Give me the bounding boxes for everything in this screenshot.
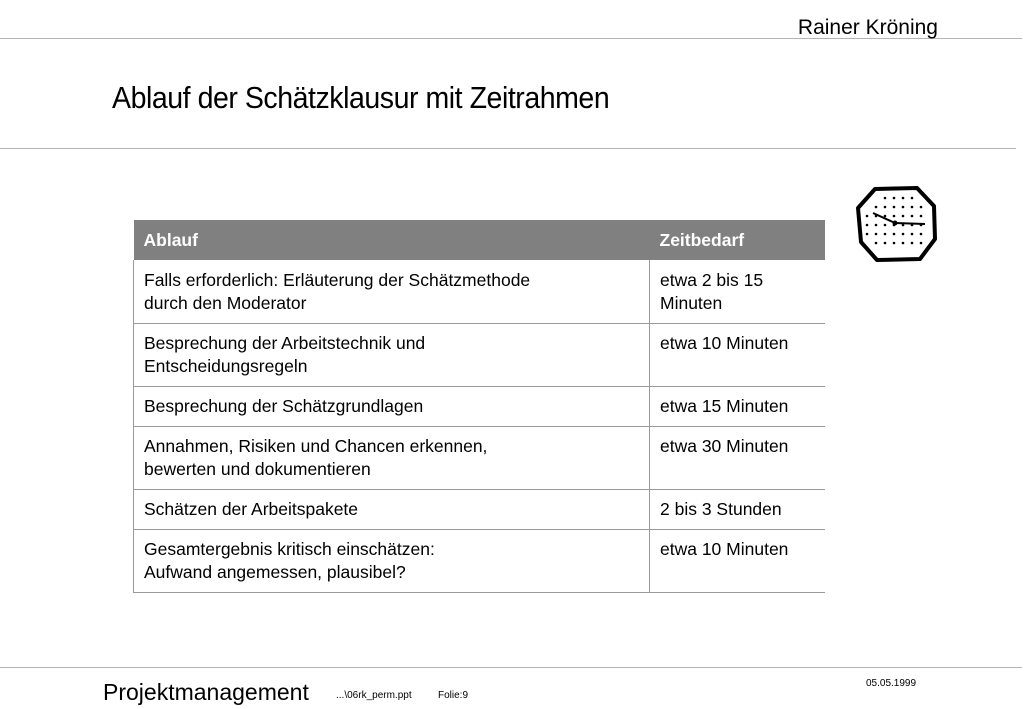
- clock-icon: [853, 184, 939, 264]
- table-row: [134, 490, 826, 530]
- clock-dot: [911, 224, 914, 227]
- step-cell: Schätzen der Arbeitspakete: [134, 490, 650, 530]
- clock-dot: [920, 242, 923, 245]
- clock-dot: [884, 206, 887, 209]
- clock-dot: [902, 197, 905, 200]
- clock-dot: [866, 215, 869, 218]
- table-row: [134, 260, 826, 324]
- clock-dot: [893, 215, 896, 218]
- schedule-table: [133, 220, 825, 593]
- time-cell: etwa 2 bis 15 Minuten: [650, 260, 826, 324]
- author-name: Rainer Kröning: [797, 16, 938, 39]
- table-row: [134, 324, 826, 387]
- time-cell: etwa 10 Minuten: [650, 324, 826, 387]
- clock-dot: [884, 224, 887, 227]
- clock-dot: [902, 215, 905, 218]
- title-rule: [0, 148, 1016, 149]
- clock-dot: [920, 233, 923, 236]
- clock-dot: [911, 215, 914, 218]
- time-cell: etwa 15 Minuten: [650, 387, 826, 427]
- time-cell: etwa 30 Minuten: [650, 427, 826, 490]
- step-cell: Besprechung der Arbeitstechnik und Entscheidungsregeln: [134, 324, 650, 387]
- clock-dot: [884, 197, 887, 200]
- step-cell: Besprechung der Schätzgrundlagen: [134, 387, 650, 427]
- clock-dot: [875, 215, 878, 218]
- clock-dot: [920, 206, 923, 209]
- clock-dot: [893, 224, 896, 227]
- clock-dot: [911, 206, 914, 209]
- clock-dot: [893, 206, 896, 209]
- slide-title: Ablauf der Schätzklausur mit Zeitrahmen: [112, 80, 610, 115]
- clock-dot: [902, 233, 905, 236]
- table-row: [134, 387, 826, 427]
- clock-dot: [920, 224, 923, 227]
- column-header-zeitbedarf: Zeitbedarf: [650, 220, 826, 260]
- column-header-ablauf: Ablauf: [134, 220, 650, 260]
- clock-dot: [893, 233, 896, 236]
- clock-dot: [884, 242, 887, 245]
- footer-title: Projektmanagement: [103, 679, 309, 705]
- footer-slide-number: Folie:9: [438, 690, 469, 701]
- clock-dot: [893, 197, 896, 200]
- step-cell: Falls erforderlich: Erläuterung der Schätzmethode durch den Moderator: [134, 260, 650, 324]
- clock-dot: [911, 233, 914, 236]
- step-cell: Gesamtergebnis kritisch einschätzen: Aufwand angemessen, plausibel?: [134, 530, 650, 593]
- table-header-row: [134, 220, 826, 260]
- clock-dot: [911, 242, 914, 245]
- clock-dot: [893, 242, 896, 245]
- clock-dot: [875, 224, 878, 227]
- footer-rule: [0, 667, 1022, 668]
- clock-dot: [902, 206, 905, 209]
- time-cell: 2 bis 3 Stunden: [650, 490, 826, 530]
- clock-dot: [911, 197, 914, 200]
- step-cell: Annahmen, Risiken und Chancen erkennen, bewerten und dokumentieren: [134, 427, 650, 490]
- clock-dot: [875, 233, 878, 236]
- clock-dot: [884, 233, 887, 236]
- table-row: [134, 427, 826, 490]
- table-row: [134, 530, 826, 593]
- footer-date: 05.05.1999: [866, 678, 917, 689]
- clock-dot: [866, 224, 869, 227]
- clock-dot: [902, 224, 905, 227]
- clock-dot: [875, 206, 878, 209]
- clock-dot: [920, 215, 923, 218]
- clock-dot: [866, 233, 869, 236]
- clock-dot: [875, 242, 878, 245]
- clock-dot: [884, 215, 887, 218]
- clock-dot: [902, 242, 905, 245]
- time-cell: etwa 10 Minuten: [650, 530, 826, 593]
- footer-filename: ...\06rk_perm.ppt: [336, 690, 412, 701]
